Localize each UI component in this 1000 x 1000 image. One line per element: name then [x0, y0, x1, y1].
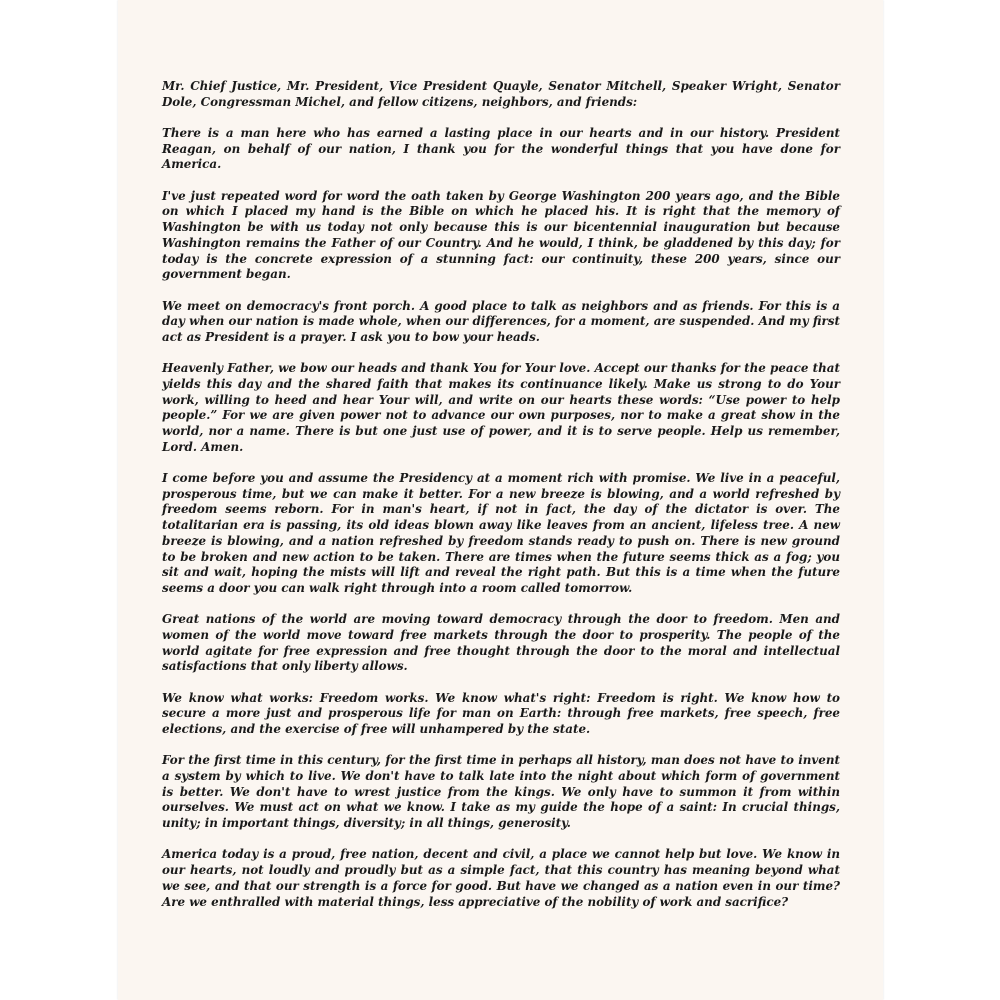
paragraph-first-time: For the first time in this century, for the first time in perhaps all history, man does not have to invent a system by which to live. We don't have to talk late into the night about which form of government is better. We don't have to wrest justice from the kings. We only have to summon it from within ourselves. We must act on what we know. I take as my guide the hope of a saint: In crucial things, unity; in important things, diversity; in all things, generosity. — [162, 753, 840, 831]
paragraph-salutation: Mr. Chief Justice, Mr. President, Vice President Quayle, Senator Mitchell, Speaker Wright, Senator Dole, Congressman Michel, and fellow citizens, neighbors, and friends: — [162, 79, 840, 109]
paragraph-reagan-thanks: There is a man here who has earned a lasting place in our hearts and in our history. President Reagan, on behalf of our nation, I thank you for the wonderful things that you have done for America. — [162, 126, 840, 172]
paragraph-oath: I've just repeated word for word the oath taken by George Washington 200 years ago, and the Bible on which I placed my hand is the Bible on which he placed his. It is right that the memory of Washington be with us today not only because this is our bicentennial inauguration but because Washington remains the Father of our Country. And he would, I think, be gladdened by this day; for today is the concrete expression of a stunning fact: our continuity, these 200 years, since our government began. — [162, 188, 840, 282]
document-page — [118, 0, 883, 1000]
paragraph-great-nations: Great nations of the world are moving toward democracy through the door to freedom. Men and women of the world move toward free markets through the door to prosperity. The people of the world agitate for free expression and free thought through the door to the moral and intellectual satisfactions that only liberty allows. — [162, 612, 840, 674]
speech-text — [162, 79, 840, 926]
paragraph-prayer: Heavenly Father, we bow our heads and thank You for Your love. Accept our thanks for the peace that yields this day and the shared faith that makes its continuance likely. Make us strong to do Your work, willing to heed and hear Your will, and write on our hearts these words: “Use power to help people.” For we are given power not to advance our own purposes, nor to make a great show in the world, nor a name. There is but one just use of power, and it is to serve people. Help us remember, Lord. Amen. — [162, 361, 840, 454]
paragraph-america-today: America today is a proud, free nation, decent and civil, a place we cannot help but love. We know in our hearts, not loudly and proudly but as a simple fact, that this country has meaning beyond what we see, and that our strength is a force for good. But have we changed as a nation even in our time? Are we enthralled with material things, less appreciative of the nobility of work and sacrifice? — [162, 847, 840, 909]
paragraph-promise: I come before you and assume the Presidency at a moment rich with promise. We live in a peaceful, prosperous time, but we can make it better. For a new breeze is blowing, and a world refreshed by freedom seems reborn. For in man's heart, if not in fact, the day of the dictator is over. The totalitarian era is passing, its old ideas blown away like leaves from an ancient, lifeless tree. A new breeze is blowing, and a nation refreshed by freedom stands ready to push on. There is new ground to be broken and new action to be taken. There are times when the future seems thick as a fog; you sit and wait, hoping the mists will lift and reveal the right path. But this is a time when the future seems a door you can walk right through into a room called tomorrow. — [162, 471, 840, 595]
paragraph-freedom-works: We know what works: Freedom works. We know what's right: Freedom is right. We know how to secure a more just and prosperous life for man on Earth: through free markets, free speech, free elections, and the exercise of free will unhampered by the state. — [162, 690, 840, 737]
paragraph-front-porch: We meet on democracy's front porch. A good place to talk as neighbors and as friends. For this is a day when our nation is made whole, when our differences, for a moment, are suspended. And my first act as President is a prayer. I ask you to bow your heads. — [162, 298, 840, 344]
